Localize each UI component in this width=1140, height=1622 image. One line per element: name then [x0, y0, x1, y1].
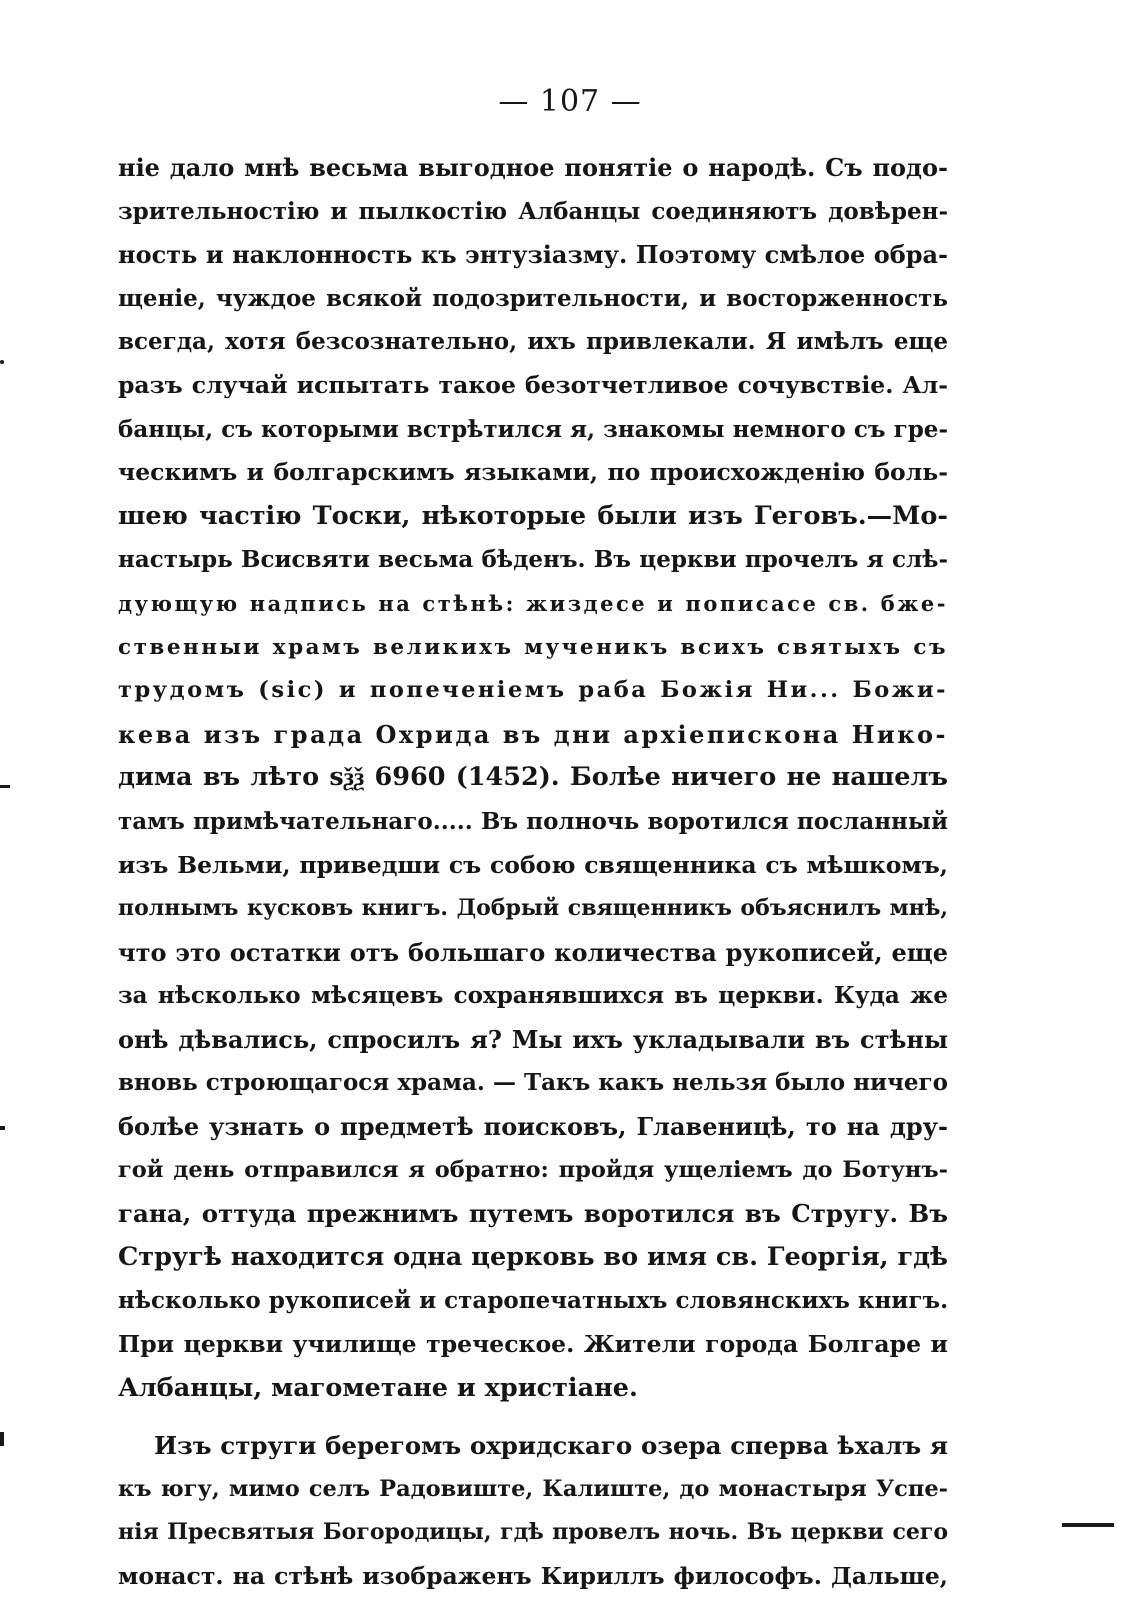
text-line: ность и наклонность къ энтузіазму. Поэтому смѣлое обра- — [118, 240, 948, 270]
text-line: гана, оттуда прежнимъ путемъ воротился въ Стругу. Въ — [118, 1199, 948, 1229]
text-line: Стругѣ находится одна церковь во имя св. Георгія, гдѣ — [118, 1241, 948, 1272]
text-line: настырь Всисвяти весьма бѣденъ. Въ церкви прочелъ я слѣ- — [118, 546, 948, 574]
paragraph-gap — [118, 1410, 948, 1424]
text-line: монаст. на стѣнѣ изображенъ Кириллъ философъ. Дальше, — [118, 1562, 948, 1590]
text-line: вновь строющагося храма. — Такъ какъ нельзя было ничего — [118, 1069, 948, 1097]
margin-mark — [0, 1126, 5, 1130]
text-line: При церкви училище треческое. Жители города Болгаре и — [118, 1330, 948, 1359]
margin-mark — [0, 360, 4, 364]
margin-mark — [0, 785, 10, 788]
text-line: ственныи храмъ великихъ мученикъ всихъ святыхъ съ — [118, 634, 948, 660]
text-line: кева изъ града Охрида въ дни архіеписконa Нико- — [118, 719, 948, 749]
text-line: дующую надпись на стѣнѣ: жиздесе и пописасе св. бже- — [118, 590, 948, 616]
text-line: ніе дало мнѣ весьма выгодное понятіе о народѣ. Съ подо- — [118, 153, 948, 182]
text-line: за нѣсколько мѣсяцевъ сохранявшихся въ церкви. Куда же — [118, 982, 948, 1010]
text-line: шею частію Тоски, нѣкоторые были изъ Геговъ.—Мо- — [118, 500, 948, 531]
paragraph — [118, 146, 948, 1410]
text-line: изъ Вельми, приведши съ собою священника съ мѣшкомъ, — [118, 850, 948, 879]
text-line: болѣе узнать о предметѣ поисковъ, Главеницѣ, то на дру- — [118, 1112, 948, 1142]
text-line: что это остатки отъ большаго количества рукописей, еще — [118, 937, 948, 967]
text-line: полнымъ кусковъ книгъ. Добрый священникъ объяснилъ мнѣ, — [118, 895, 948, 922]
text-block — [118, 146, 948, 1599]
text-line: онѣ дѣвались, спросилъ я? Мы ихъ укладывали въ стѣны — [118, 1024, 948, 1054]
text-line: къ югу, мимо селъ Радовиште, Калиште, до монастыря Успе- — [118, 1475, 948, 1502]
text-line: нія Пресвятыя Богородицы, гдѣ провелъ ночь. Въ церкви сего — [118, 1519, 948, 1546]
text-line: тамъ примѣчательнаго..... Въ полночь воротился посланный — [118, 807, 948, 835]
margin-mark — [1062, 1523, 1114, 1527]
text-line: гой день отправился я обратно: пройдя ущеліемъ до Ботунъ- — [118, 1156, 948, 1183]
text-line: Албанцы, магометане и христіане. — [118, 1372, 638, 1403]
text-line: Изъ струги берегомъ охридскаго озера сперва ѣхалъ я — [154, 1431, 948, 1461]
text-line: зрительностію и пылкостію Албанцы соединяютъ довѣрен- — [118, 197, 948, 225]
margin-mark — [0, 1432, 4, 1446]
text-line: щеніе, чуждое всякой подозрительности, и восторженность — [118, 284, 948, 312]
text-line: разъ случай испытать такое безотчетливое сочувствіе. Ал- — [118, 370, 948, 399]
text-line: ческимъ и болгарскимъ языками, по происхожденію боль- — [118, 458, 948, 487]
text-line: банцы, съ которыми встрѣтился я, знакомы немного съ гре- — [118, 415, 948, 443]
page-number: — 107 — — [498, 84, 642, 119]
text-line: дима въ лѣто ѕѯѯ 6960 (1452). Болѣе ничего не нашелъ — [118, 762, 948, 793]
paragraph — [118, 1424, 948, 1598]
text-line: всегда, хотя безсознательно, ихъ привлекали. Я имѣлъ еще — [118, 328, 948, 356]
text-line: трудомъ (sic) и попеченіемъ раба Божія Ни... Божи- — [118, 677, 948, 704]
text-line: нѣсколько рукописей и старопечатныхъ словянскихъ книгъ. — [118, 1287, 948, 1315]
